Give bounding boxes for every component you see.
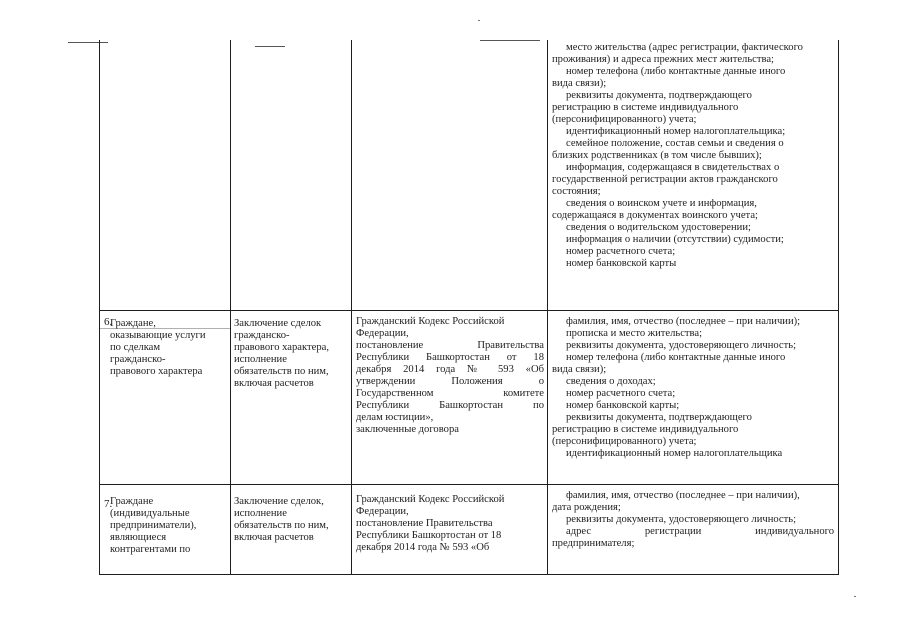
purpose-line: Заключение сделок [234, 318, 322, 329]
purpose-line: исполнение [234, 354, 287, 365]
list-item: состояния; [552, 186, 601, 197]
purpose-line: гражданско- [234, 330, 290, 341]
legal-basis-line: декабря 2014 года № 593 «Об [356, 364, 544, 375]
category-line: (индивидуальные [110, 508, 190, 519]
list-item: фамилия, имя, отчество (последнее – при наличии); [566, 316, 801, 327]
scan-artifact-line [255, 46, 285, 47]
list-item: вида связи); [552, 364, 607, 375]
category-line: предприниматели), [110, 520, 197, 531]
legal-basis-line: Федерации, [356, 328, 409, 339]
table-row-divider [99, 310, 839, 311]
row6-number: 6. [104, 316, 113, 328]
list-item: семейное положение, состав семьи и сведения о [566, 138, 784, 149]
list-item: предпринимателя; [552, 538, 635, 549]
row5-personal-data-list [552, 42, 834, 270]
list-item: номер банковской карты [566, 258, 677, 269]
table-border-bottom [99, 574, 839, 575]
list-item: место жительства (адрес регистрации, фактического [566, 42, 803, 53]
table-row-divider [99, 484, 839, 485]
legal-basis-line: Гражданский Кодекс Российской [356, 316, 505, 327]
legal-basis-line: декабря 2014 года № 593 «Об [356, 542, 490, 553]
purpose-line: правового характера, [234, 342, 329, 353]
row6-processing-purpose [234, 318, 348, 390]
list-item: фамилия, имя, отчество (последнее – при наличии), [566, 490, 800, 501]
list-item: сведения о доходах; [566, 376, 656, 387]
purpose-line: исполнение [234, 508, 287, 519]
list-item: содержащаяся в документах воинского учета; [552, 210, 758, 221]
purpose-line: включая расчетов [234, 532, 314, 543]
list-item: прописка и место жительства; [566, 328, 703, 339]
category-line: по сделкам [110, 342, 161, 353]
list-item: вида связи); [552, 78, 607, 89]
list-item: информация о наличии (отсутствии) судимости; [566, 234, 784, 245]
list-item: регистрацию в системе индивидуального [552, 424, 739, 435]
list-item: реквизиты документа, подтверждающего [566, 412, 752, 423]
list-item: близких родственниках (в том числе бывших); [552, 150, 762, 161]
list-item: номер расчетного счета; [566, 388, 676, 399]
legal-basis-line: делам юстиции», [356, 412, 434, 423]
scan-artifact-line [480, 40, 540, 41]
list-item: номер расчетного счета; [566, 246, 676, 257]
purpose-line: Заключение сделок, [234, 496, 324, 507]
row7-number: 7. [104, 498, 113, 510]
legal-basis-line: Республики Башкортостан от 18 [356, 530, 502, 541]
row6-personal-data-list [552, 316, 834, 460]
list-item: адрес регистрации индивидуального [566, 526, 834, 537]
table-column-divider [230, 40, 231, 575]
list-item: сведения о водительском удостоверении; [566, 222, 751, 233]
category-line: оказывающие услуги [110, 330, 206, 341]
list-item: (персонифицированного) учета; [552, 114, 697, 125]
table-column-divider [351, 40, 352, 575]
list-item: государственной регистрации актов гражданского [552, 174, 778, 185]
list-item: информация, содержащаяся в свидетельствах о [566, 162, 780, 173]
list-item: номер телефона (либо контактные данные иного [566, 352, 786, 363]
legal-basis-line: Республики Башкортостан от 18 [356, 352, 544, 363]
list-item: дата рождения; [552, 502, 621, 513]
category-line: Граждане, [110, 318, 156, 329]
scan-speck [854, 596, 856, 597]
legal-basis-line: Федерации, [356, 506, 409, 517]
list-item: номер телефона (либо контактные данные иного [566, 66, 786, 77]
list-item: идентификационный номер налогоплательщика [566, 448, 783, 459]
table-border-left [99, 40, 100, 575]
row6-subject-category [110, 318, 228, 378]
list-item: реквизиты документа, подтверждающего [566, 90, 752, 101]
row7-personal-data-list [552, 490, 834, 550]
legal-basis-line: Республики Башкортостан по [356, 400, 544, 411]
table-border-right [838, 40, 839, 575]
category-line: гражданско- [110, 354, 166, 365]
legal-basis-line: Государственном комитете [356, 388, 544, 399]
row7-subject-category [110, 496, 228, 556]
list-item: реквизиты документа, удостоверяющего личность; [566, 340, 797, 351]
list-item: сведения о воинском учете и информация, [566, 198, 757, 209]
list-item: идентификационный номер налогоплательщика; [566, 126, 786, 137]
list-item: (персонифицированного) учета; [552, 436, 697, 447]
purpose-line: обязательств по ним, [234, 366, 329, 377]
scan-speck [478, 20, 480, 21]
list-item: номер банковской карты; [566, 400, 680, 411]
legal-basis-line: постановление Правительства [356, 340, 544, 351]
purpose-line: обязательств по ним, [234, 520, 329, 531]
scan-artifact-line [68, 42, 108, 43]
purpose-line: включая расчетов [234, 378, 314, 389]
category-line: являющиеся [110, 532, 167, 543]
list-item: реквизиты документа, удостоверяющего личность; [566, 514, 797, 525]
category-line: контрагентами по [110, 544, 191, 555]
row6-legal-basis [356, 316, 544, 436]
legal-basis-line: утверждении Положения о [356, 376, 544, 387]
legal-basis-line: Гражданский Кодекс Российской [356, 494, 505, 505]
table-column-divider [547, 40, 548, 575]
list-item: регистрацию в системе индивидуального [552, 102, 739, 113]
row7-legal-basis [356, 494, 544, 554]
legal-basis-line: постановление Правительства [356, 518, 493, 529]
legal-basis-line: заключенные договора [356, 424, 459, 435]
category-line: Граждане [110, 496, 154, 507]
row7-processing-purpose [234, 496, 348, 544]
category-line: правового характера [110, 366, 203, 377]
list-item: проживания) и адреса прежних мест жительства; [552, 54, 774, 65]
